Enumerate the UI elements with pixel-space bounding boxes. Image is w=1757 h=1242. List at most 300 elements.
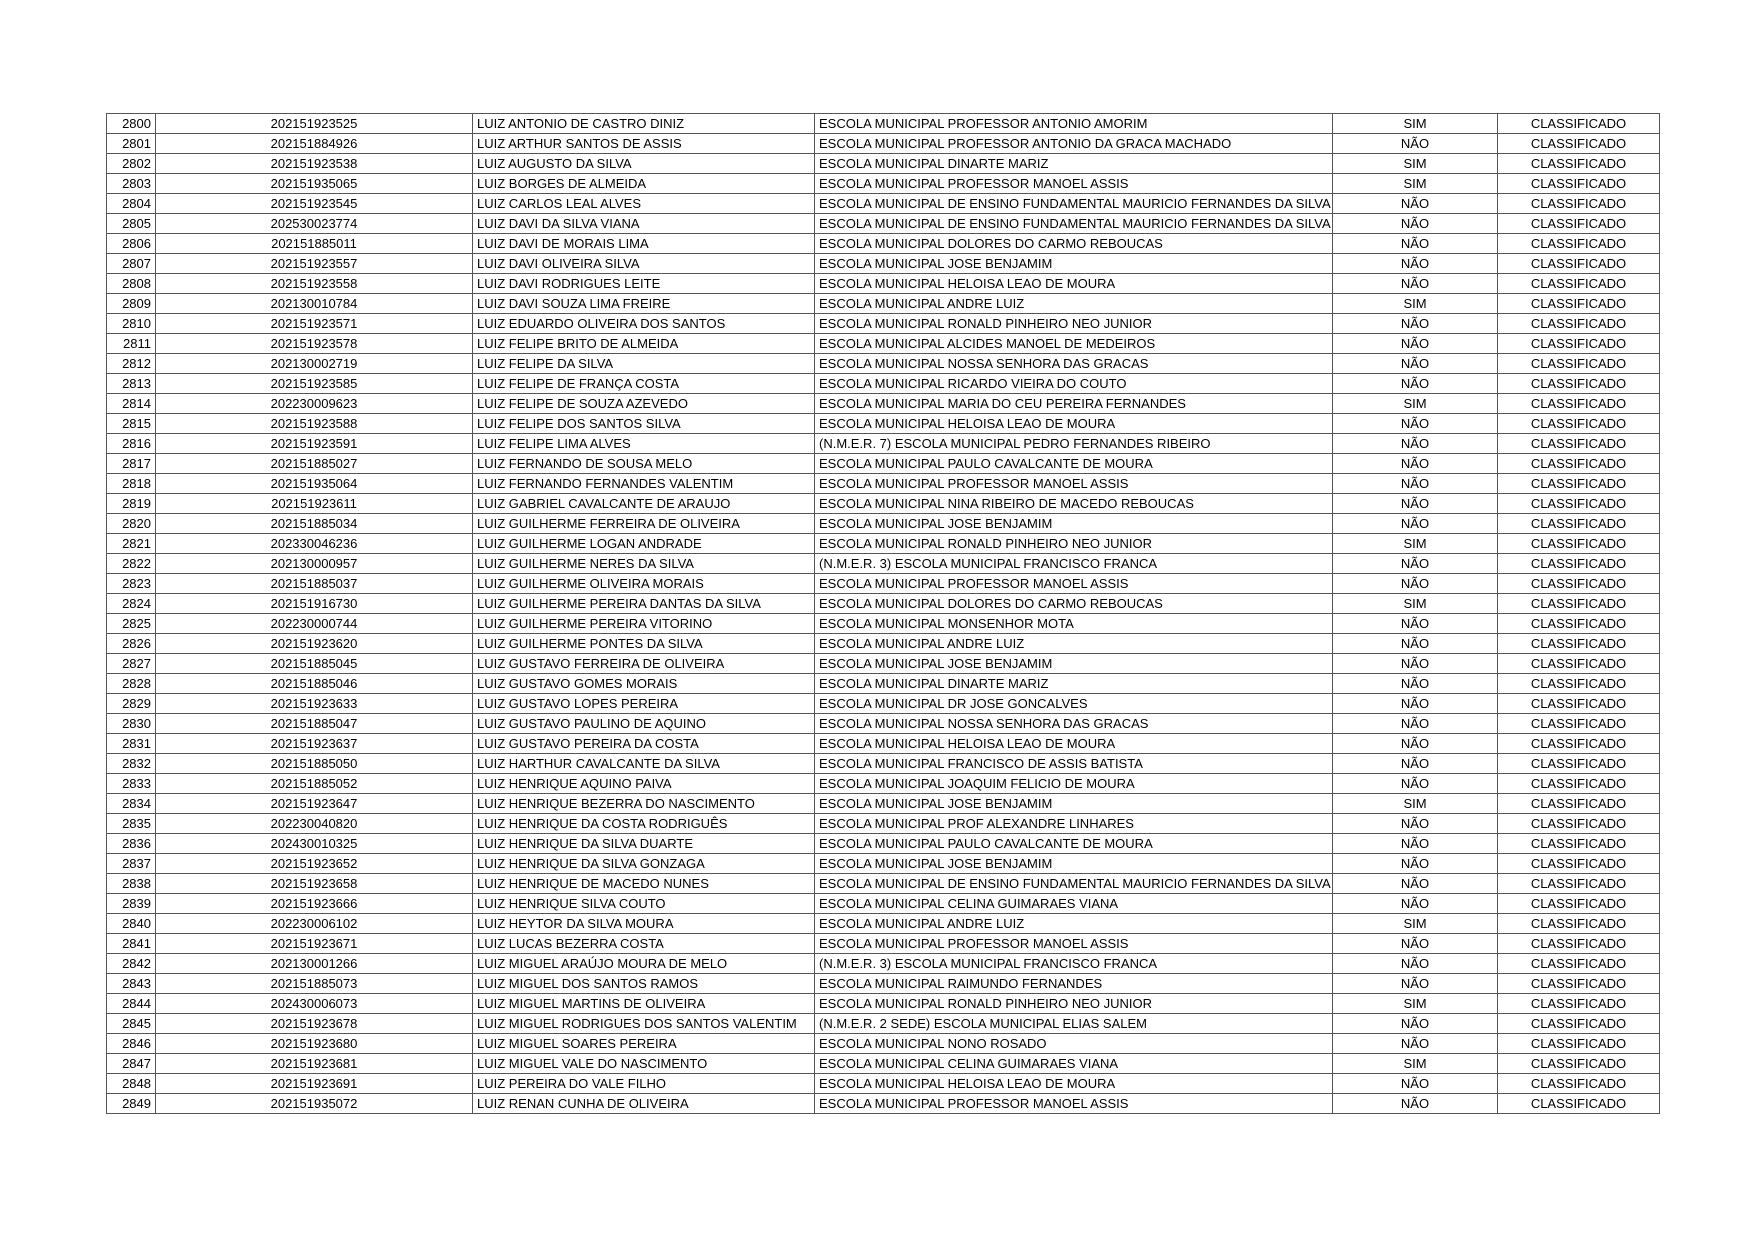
cell-order-number: 2839: [107, 894, 156, 914]
cell-order-number: 2837: [107, 854, 156, 874]
cell-registration-id: 202151885027: [156, 454, 473, 474]
cell-school-name: ESCOLA MUNICIPAL PROFESSOR ANTONIO AMORIM: [815, 114, 1333, 134]
cell-order-number: 2804: [107, 194, 156, 214]
cell-school-name: ESCOLA MUNICIPAL ANDRE LUIZ: [815, 914, 1333, 934]
cell-student-name: LUIZ DAVI DA SILVA VIANA: [473, 214, 815, 234]
cell-order-number: 2808: [107, 274, 156, 294]
cell-status: CLASSIFICADO: [1498, 1054, 1660, 1074]
table-row: [107, 894, 1660, 914]
cell-school-name: ESCOLA MUNICIPAL DR JOSE GONCALVES: [815, 694, 1333, 714]
cell-student-name: LUIZ RENAN CUNHA DE OLIVEIRA: [473, 1094, 815, 1114]
cell-order-number: 2847: [107, 1054, 156, 1074]
cell-flag: NÃO: [1333, 314, 1498, 334]
cell-flag: NÃO: [1333, 634, 1498, 654]
table-row: [107, 254, 1660, 274]
cell-flag: NÃO: [1333, 874, 1498, 894]
cell-flag: NÃO: [1333, 414, 1498, 434]
cell-school-name: ESCOLA MUNICIPAL NOSSA SENHORA DAS GRACAS: [815, 354, 1333, 374]
cell-order-number: 2849: [107, 1094, 156, 1114]
table-row: [107, 1094, 1660, 1114]
cell-registration-id: 202151923578: [156, 334, 473, 354]
cell-school-name: ESCOLA MUNICIPAL HELOISA LEAO DE MOURA: [815, 414, 1333, 434]
cell-flag: NÃO: [1333, 554, 1498, 574]
cell-status: CLASSIFICADO: [1498, 814, 1660, 834]
cell-order-number: 2836: [107, 834, 156, 854]
cell-student-name: LUIZ HEYTOR DA SILVA MOURA: [473, 914, 815, 934]
cell-registration-id: 202330046236: [156, 534, 473, 554]
cell-registration-id: 202151923525: [156, 114, 473, 134]
cell-student-name: LUIZ HENRIQUE DE MACEDO NUNES: [473, 874, 815, 894]
cell-school-name: ESCOLA MUNICIPAL DE ENSINO FUNDAMENTAL MAURICIO FERNANDES DA SILVA: [815, 214, 1333, 234]
cell-flag: NÃO: [1333, 494, 1498, 514]
cell-order-number: 2814: [107, 394, 156, 414]
table-row: [107, 1034, 1660, 1054]
cell-status: CLASSIFICADO: [1498, 494, 1660, 514]
cell-student-name: LUIZ DAVI RODRIGUES LEITE: [473, 274, 815, 294]
cell-student-name: LUIZ HENRIQUE DA SILVA GONZAGA: [473, 854, 815, 874]
document-page: [106, 113, 1659, 1114]
cell-flag: NÃO: [1333, 354, 1498, 374]
cell-school-name: ESCOLA MUNICIPAL PAULO CAVALCANTE DE MOURA: [815, 834, 1333, 854]
cell-order-number: 2838: [107, 874, 156, 894]
cell-school-name: ESCOLA MUNICIPAL JOSE BENJAMIM: [815, 514, 1333, 534]
cell-status: CLASSIFICADO: [1498, 1014, 1660, 1034]
cell-student-name: LUIZ GUSTAVO LOPES PEREIRA: [473, 694, 815, 714]
table-row: [107, 474, 1660, 494]
cell-flag: NÃO: [1333, 734, 1498, 754]
cell-status: CLASSIFICADO: [1498, 894, 1660, 914]
cell-student-name: LUIZ MIGUEL SOARES PEREIRA: [473, 1034, 815, 1054]
cell-school-name: ESCOLA MUNICIPAL ANDRE LUIZ: [815, 294, 1333, 314]
cell-order-number: 2832: [107, 754, 156, 774]
table-row: [107, 634, 1660, 654]
table-row: [107, 814, 1660, 834]
cell-status: CLASSIFICADO: [1498, 174, 1660, 194]
cell-status: CLASSIFICADO: [1498, 394, 1660, 414]
cell-school-name: ESCOLA MUNICIPAL DINARTE MARIZ: [815, 154, 1333, 174]
cell-school-name: ESCOLA MUNICIPAL PROFESSOR MANOEL ASSIS: [815, 174, 1333, 194]
cell-flag: NÃO: [1333, 934, 1498, 954]
cell-school-name: ESCOLA MUNICIPAL JOSE BENJAMIM: [815, 794, 1333, 814]
table-row: [107, 334, 1660, 354]
cell-registration-id: 202151923585: [156, 374, 473, 394]
table-body: [107, 114, 1660, 1114]
cell-student-name: LUIZ FELIPE DOS SANTOS SILVA: [473, 414, 815, 434]
cell-order-number: 2820: [107, 514, 156, 534]
cell-school-name: ESCOLA MUNICIPAL FRANCISCO DE ASSIS BATISTA: [815, 754, 1333, 774]
cell-status: CLASSIFICADO: [1498, 874, 1660, 894]
cell-student-name: LUIZ FELIPE DA SILVA: [473, 354, 815, 374]
table-row: [107, 154, 1660, 174]
cell-order-number: 2833: [107, 774, 156, 794]
cell-registration-id: 202151923691: [156, 1074, 473, 1094]
cell-status: CLASSIFICADO: [1498, 114, 1660, 134]
cell-status: CLASSIFICADO: [1498, 574, 1660, 594]
cell-status: CLASSIFICADO: [1498, 134, 1660, 154]
cell-status: CLASSIFICADO: [1498, 454, 1660, 474]
cell-student-name: LUIZ MIGUEL RODRIGUES DOS SANTOS VALENTIM: [473, 1014, 815, 1034]
cell-flag: NÃO: [1333, 1074, 1498, 1094]
table-row: [107, 1054, 1660, 1074]
cell-status: CLASSIFICADO: [1498, 514, 1660, 534]
cell-order-number: 2848: [107, 1074, 156, 1094]
cell-status: CLASSIFICADO: [1498, 354, 1660, 374]
cell-school-name: ESCOLA MUNICIPAL PAULO CAVALCANTE DE MOURA: [815, 454, 1333, 474]
table-row: [107, 454, 1660, 474]
cell-registration-id: 202151885045: [156, 654, 473, 674]
table-row: [107, 1074, 1660, 1094]
cell-registration-id: 202151923620: [156, 634, 473, 654]
cell-registration-id: 202430006073: [156, 994, 473, 1014]
cell-student-name: LUIZ MIGUEL ARAÚJO MOURA DE MELO: [473, 954, 815, 974]
cell-flag: NÃO: [1333, 574, 1498, 594]
cell-registration-id: 202151923545: [156, 194, 473, 214]
cell-status: CLASSIFICADO: [1498, 254, 1660, 274]
cell-student-name: LUIZ FELIPE DE SOUZA AZEVEDO: [473, 394, 815, 414]
table-row: [107, 414, 1660, 434]
cell-student-name: LUIZ PEREIRA DO VALE FILHO: [473, 1074, 815, 1094]
cell-flag: NÃO: [1333, 434, 1498, 454]
table-row: [107, 754, 1660, 774]
cell-school-name: ESCOLA MUNICIPAL DINARTE MARIZ: [815, 674, 1333, 694]
cell-school-name: ESCOLA MUNICIPAL CELINA GUIMARAES VIANA: [815, 1054, 1333, 1074]
cell-order-number: 2819: [107, 494, 156, 514]
cell-school-name: ESCOLA MUNICIPAL RAIMUNDO FERNANDES: [815, 974, 1333, 994]
cell-registration-id: 202151923658: [156, 874, 473, 894]
cell-order-number: 2822: [107, 554, 156, 574]
cell-registration-id: 202151923558: [156, 274, 473, 294]
cell-school-name: ESCOLA MUNICIPAL PROFESSOR MANOEL ASSIS: [815, 474, 1333, 494]
cell-flag: NÃO: [1333, 714, 1498, 734]
cell-order-number: 2803: [107, 174, 156, 194]
cell-status: CLASSIFICADO: [1498, 1094, 1660, 1114]
cell-order-number: 2829: [107, 694, 156, 714]
table-row: [107, 1014, 1660, 1034]
cell-status: CLASSIFICADO: [1498, 994, 1660, 1014]
cell-flag: NÃO: [1333, 774, 1498, 794]
cell-school-name: ESCOLA MUNICIPAL JOAQUIM FELICIO DE MOURA: [815, 774, 1333, 794]
cell-status: CLASSIFICADO: [1498, 754, 1660, 774]
cell-order-number: 2817: [107, 454, 156, 474]
cell-status: CLASSIFICADO: [1498, 734, 1660, 754]
cell-registration-id: 202151885073: [156, 974, 473, 994]
cell-school-name: ESCOLA MUNICIPAL HELOISA LEAO DE MOURA: [815, 734, 1333, 754]
cell-student-name: LUIZ HENRIQUE DA COSTA RODRIGUÊS: [473, 814, 815, 834]
cell-registration-id: 202151885047: [156, 714, 473, 734]
table-row: [107, 714, 1660, 734]
cell-student-name: LUIZ GUILHERME NERES DA SILVA: [473, 554, 815, 574]
cell-registration-id: 202530023774: [156, 214, 473, 234]
cell-flag: NÃO: [1333, 474, 1498, 494]
cell-student-name: LUIZ LUCAS BEZERRA COSTA: [473, 934, 815, 954]
cell-status: CLASSIFICADO: [1498, 794, 1660, 814]
cell-registration-id: 202151885011: [156, 234, 473, 254]
cell-student-name: LUIZ HENRIQUE SILVA COUTO: [473, 894, 815, 914]
cell-student-name: LUIZ FELIPE BRITO DE ALMEIDA: [473, 334, 815, 354]
cell-registration-id: 202130001266: [156, 954, 473, 974]
cell-order-number: 2801: [107, 134, 156, 154]
cell-flag: NÃO: [1333, 1094, 1498, 1114]
table-row: [107, 514, 1660, 534]
cell-status: CLASSIFICADO: [1498, 654, 1660, 674]
cell-school-name: ESCOLA MUNICIPAL JOSE BENJAMIM: [815, 854, 1333, 874]
cell-student-name: LUIZ MIGUEL DOS SANTOS RAMOS: [473, 974, 815, 994]
cell-registration-id: 202430010325: [156, 834, 473, 854]
table-row: [107, 234, 1660, 254]
cell-status: CLASSIFICADO: [1498, 534, 1660, 554]
table-row: [107, 974, 1660, 994]
cell-flag: SIM: [1333, 394, 1498, 414]
cell-order-number: 2806: [107, 234, 156, 254]
cell-school-name: ESCOLA MUNICIPAL NOSSA SENHORA DAS GRACAS: [815, 714, 1333, 734]
cell-school-name: ESCOLA MUNICIPAL PROFESSOR ANTONIO DA GRACA MACHADO: [815, 134, 1333, 154]
cell-order-number: 2821: [107, 534, 156, 554]
cell-order-number: 2815: [107, 414, 156, 434]
table-row: [107, 314, 1660, 334]
cell-student-name: LUIZ HARTHUR CAVALCANTE DA SILVA: [473, 754, 815, 774]
table-row: [107, 594, 1660, 614]
cell-school-name: ESCOLA MUNICIPAL PROFESSOR MANOEL ASSIS: [815, 934, 1333, 954]
cell-registration-id: 202151935065: [156, 174, 473, 194]
table-row: [107, 854, 1660, 874]
cell-order-number: 2835: [107, 814, 156, 834]
cell-registration-id: 202151916730: [156, 594, 473, 614]
cell-order-number: 2843: [107, 974, 156, 994]
cell-flag: NÃO: [1333, 134, 1498, 154]
cell-order-number: 2813: [107, 374, 156, 394]
cell-status: CLASSIFICADO: [1498, 1074, 1660, 1094]
table-row: [107, 434, 1660, 454]
cell-student-name: LUIZ FELIPE DE FRANÇA COSTA: [473, 374, 815, 394]
table-row: [107, 934, 1660, 954]
cell-registration-id: 202151884926: [156, 134, 473, 154]
cell-student-name: LUIZ DAVI SOUZA LIMA FREIRE: [473, 294, 815, 314]
table-row: [107, 214, 1660, 234]
cell-flag: SIM: [1333, 174, 1498, 194]
cell-order-number: 2812: [107, 354, 156, 374]
cell-status: CLASSIFICADO: [1498, 434, 1660, 454]
cell-order-number: 2802: [107, 154, 156, 174]
cell-status: CLASSIFICADO: [1498, 194, 1660, 214]
cell-registration-id: 202151923637: [156, 734, 473, 754]
cell-school-name: ESCOLA MUNICIPAL DOLORES DO CARMO REBOUCAS: [815, 234, 1333, 254]
cell-student-name: LUIZ FERNANDO DE SOUSA MELO: [473, 454, 815, 474]
table-row: [107, 734, 1660, 754]
cell-school-name: ESCOLA MUNICIPAL HELOISA LEAO DE MOURA: [815, 274, 1333, 294]
cell-flag: SIM: [1333, 534, 1498, 554]
cell-registration-id: 202151923591: [156, 434, 473, 454]
cell-registration-id: 202151885037: [156, 574, 473, 594]
cell-order-number: 2816: [107, 434, 156, 454]
cell-student-name: LUIZ AUGUSTO DA SILVA: [473, 154, 815, 174]
cell-flag: NÃO: [1333, 974, 1498, 994]
cell-school-name: ESCOLA MUNICIPAL NINA RIBEIRO DE MACEDO REBOUCAS: [815, 494, 1333, 514]
cell-school-name: ESCOLA MUNICIPAL CELINA GUIMARAES VIANA: [815, 894, 1333, 914]
cell-student-name: LUIZ GABRIEL CAVALCANTE DE ARAUJO: [473, 494, 815, 514]
cell-flag: NÃO: [1333, 754, 1498, 774]
cell-order-number: 2826: [107, 634, 156, 654]
cell-school-name: ESCOLA MUNICIPAL RONALD PINHEIRO NEO JUNIOR: [815, 314, 1333, 334]
cell-school-name: ESCOLA MUNICIPAL PROF ALEXANDRE LINHARES: [815, 814, 1333, 834]
table-row: [107, 654, 1660, 674]
cell-status: CLASSIFICADO: [1498, 834, 1660, 854]
cell-order-number: 2842: [107, 954, 156, 974]
cell-student-name: LUIZ DAVI DE MORAIS LIMA: [473, 234, 815, 254]
table-row: [107, 374, 1660, 394]
cell-school-name: (N.M.E.R. 7) ESCOLA MUNICIPAL PEDRO FERNANDES RIBEIRO: [815, 434, 1333, 454]
cell-flag: SIM: [1333, 594, 1498, 614]
cell-student-name: LUIZ ANTONIO DE CASTRO DINIZ: [473, 114, 815, 134]
cell-status: CLASSIFICADO: [1498, 974, 1660, 994]
cell-registration-id: 202151923680: [156, 1034, 473, 1054]
cell-status: CLASSIFICADO: [1498, 614, 1660, 634]
table-row: [107, 874, 1660, 894]
cell-order-number: 2841: [107, 934, 156, 954]
cell-flag: SIM: [1333, 294, 1498, 314]
cell-order-number: 2807: [107, 254, 156, 274]
cell-student-name: LUIZ GUSTAVO GOMES MORAIS: [473, 674, 815, 694]
cell-status: CLASSIFICADO: [1498, 474, 1660, 494]
cell-school-name: ESCOLA MUNICIPAL ALCIDES MANOEL DE MEDEIROS: [815, 334, 1333, 354]
cell-flag: SIM: [1333, 1054, 1498, 1074]
cell-status: CLASSIFICADO: [1498, 294, 1660, 314]
cell-status: CLASSIFICADO: [1498, 674, 1660, 694]
cell-flag: NÃO: [1333, 654, 1498, 674]
cell-flag: NÃO: [1333, 854, 1498, 874]
cell-student-name: LUIZ GUILHERME PEREIRA DANTAS DA SILVA: [473, 594, 815, 614]
cell-student-name: LUIZ MIGUEL MARTINS DE OLIVEIRA: [473, 994, 815, 1014]
cell-registration-id: 202151935072: [156, 1094, 473, 1114]
cell-school-name: ESCOLA MUNICIPAL JOSE BENJAMIM: [815, 254, 1333, 274]
table-row: [107, 494, 1660, 514]
cell-student-name: LUIZ GUILHERME OLIVEIRA MORAIS: [473, 574, 815, 594]
cell-registration-id: 202230009623: [156, 394, 473, 414]
cell-status: CLASSIFICADO: [1498, 554, 1660, 574]
cell-registration-id: 202151923588: [156, 414, 473, 434]
cell-order-number: 2818: [107, 474, 156, 494]
cell-flag: NÃO: [1333, 194, 1498, 214]
cell-flag: NÃO: [1333, 234, 1498, 254]
cell-status: CLASSIFICADO: [1498, 414, 1660, 434]
table-row: [107, 274, 1660, 294]
cell-flag: NÃO: [1333, 814, 1498, 834]
cell-order-number: 2844: [107, 994, 156, 1014]
cell-school-name: ESCOLA MUNICIPAL PROFESSOR MANOEL ASSIS: [815, 574, 1333, 594]
table-row: [107, 914, 1660, 934]
cell-flag: NÃO: [1333, 674, 1498, 694]
cell-student-name: LUIZ BORGES DE ALMEIDA: [473, 174, 815, 194]
cell-school-name: ESCOLA MUNICIPAL JOSE BENJAMIM: [815, 654, 1333, 674]
cell-school-name: ESCOLA MUNICIPAL PROFESSOR MANOEL ASSIS: [815, 1094, 1333, 1114]
cell-status: CLASSIFICADO: [1498, 714, 1660, 734]
cell-status: CLASSIFICADO: [1498, 634, 1660, 654]
cell-order-number: 2827: [107, 654, 156, 674]
cell-registration-id: 202151923538: [156, 154, 473, 174]
table-row: [107, 174, 1660, 194]
cell-registration-id: 202130000957: [156, 554, 473, 574]
cell-flag: NÃO: [1333, 374, 1498, 394]
cell-status: CLASSIFICADO: [1498, 934, 1660, 954]
cell-flag: SIM: [1333, 114, 1498, 134]
cell-student-name: LUIZ HENRIQUE DA SILVA DUARTE: [473, 834, 815, 854]
cell-student-name: LUIZ GUILHERME PONTES DA SILVA: [473, 634, 815, 654]
table-row: [107, 674, 1660, 694]
cell-registration-id: 202151923647: [156, 794, 473, 814]
cell-school-name: ESCOLA MUNICIPAL DE ENSINO FUNDAMENTAL MAURICIO FERNANDES DA SILVA: [815, 874, 1333, 894]
cell-status: CLASSIFICADO: [1498, 854, 1660, 874]
cell-order-number: 2823: [107, 574, 156, 594]
cell-school-name: ESCOLA MUNICIPAL ANDRE LUIZ: [815, 634, 1333, 654]
cell-school-name: (N.M.E.R. 2 SEDE) ESCOLA MUNICIPAL ELIAS SALEM: [815, 1014, 1333, 1034]
table-row: [107, 354, 1660, 374]
cell-flag: NÃO: [1333, 614, 1498, 634]
cell-registration-id: 202130010784: [156, 294, 473, 314]
cell-registration-id: 202230006102: [156, 914, 473, 934]
cell-order-number: 2811: [107, 334, 156, 354]
cell-registration-id: 202151923671: [156, 934, 473, 954]
cell-school-name: ESCOLA MUNICIPAL NONO ROSADO: [815, 1034, 1333, 1054]
cell-order-number: 2809: [107, 294, 156, 314]
table-row: [107, 294, 1660, 314]
cell-order-number: 2840: [107, 914, 156, 934]
cell-status: CLASSIFICADO: [1498, 594, 1660, 614]
table-row: [107, 574, 1660, 594]
cell-flag: NÃO: [1333, 514, 1498, 534]
cell-order-number: 2824: [107, 594, 156, 614]
cell-flag: SIM: [1333, 794, 1498, 814]
cell-flag: SIM: [1333, 994, 1498, 1014]
cell-school-name: (N.M.E.R. 3) ESCOLA MUNICIPAL FRANCISCO FRANCA: [815, 954, 1333, 974]
cell-student-name: LUIZ GUILHERME PEREIRA VITORINO: [473, 614, 815, 634]
cell-order-number: 2805: [107, 214, 156, 234]
cell-student-name: LUIZ HENRIQUE BEZERRA DO NASCIMENTO: [473, 794, 815, 814]
cell-student-name: LUIZ GUSTAVO PAULINO DE AQUINO: [473, 714, 815, 734]
cell-registration-id: 202151923666: [156, 894, 473, 914]
cell-status: CLASSIFICADO: [1498, 1034, 1660, 1054]
cell-school-name: ESCOLA MUNICIPAL RONALD PINHEIRO NEO JUNIOR: [815, 534, 1333, 554]
cell-student-name: LUIZ GUILHERME FERREIRA DE OLIVEIRA: [473, 514, 815, 534]
cell-school-name: ESCOLA MUNICIPAL DOLORES DO CARMO REBOUCAS: [815, 594, 1333, 614]
table-row: [107, 114, 1660, 134]
table-row: [107, 134, 1660, 154]
cell-registration-id: 202151923681: [156, 1054, 473, 1074]
cell-status: CLASSIFICADO: [1498, 694, 1660, 714]
cell-student-name: LUIZ FELIPE LIMA ALVES: [473, 434, 815, 454]
cell-status: CLASSIFICADO: [1498, 334, 1660, 354]
cell-registration-id: 202151885052: [156, 774, 473, 794]
cell-registration-id: 202151923633: [156, 694, 473, 714]
cell-registration-id: 202151885046: [156, 674, 473, 694]
cell-student-name: LUIZ DAVI OLIVEIRA SILVA: [473, 254, 815, 274]
cell-flag: SIM: [1333, 914, 1498, 934]
cell-flag: NÃO: [1333, 214, 1498, 234]
cell-order-number: 2810: [107, 314, 156, 334]
cell-student-name: LUIZ GUSTAVO FERREIRA DE OLIVEIRA: [473, 654, 815, 674]
table-row: [107, 394, 1660, 414]
table-row: [107, 994, 1660, 1014]
cell-student-name: LUIZ FERNANDO FERNANDES VALENTIM: [473, 474, 815, 494]
cell-registration-id: 202230040820: [156, 814, 473, 834]
cell-school-name: ESCOLA MUNICIPAL RICARDO VIEIRA DO COUTO: [815, 374, 1333, 394]
cell-registration-id: 202151923571: [156, 314, 473, 334]
table-row: [107, 694, 1660, 714]
enrollment-table: [106, 113, 1660, 1114]
cell-flag: NÃO: [1333, 274, 1498, 294]
cell-flag: NÃO: [1333, 454, 1498, 474]
cell-student-name: LUIZ GUSTAVO PEREIRA DA COSTA: [473, 734, 815, 754]
cell-status: CLASSIFICADO: [1498, 954, 1660, 974]
cell-school-name: ESCOLA MUNICIPAL RONALD PINHEIRO NEO JUNIOR: [815, 994, 1333, 1014]
